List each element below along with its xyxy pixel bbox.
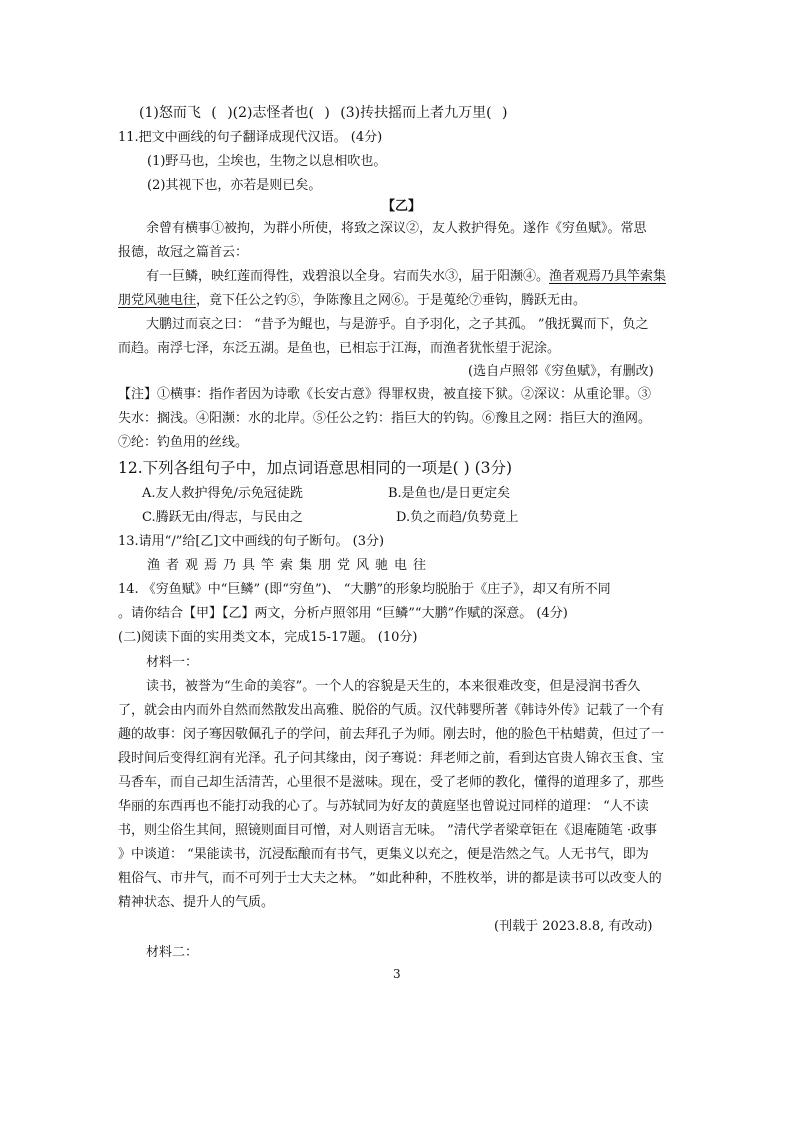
question-11-sentence-2: (2)其视下也，亦若是则已矣。: [147, 178, 322, 193]
material-1-line1: 读书，被誉为“生命的美容”。一个人的容貌是天生的，本来很难改变，但是浸润书香久: [146, 679, 641, 694]
notes-line3: ⑦纶：钓鱼用的丝线。: [118, 435, 249, 450]
question-11-prompt: 11.把文中画线的句子翻译成现代汉语。 (4分): [118, 130, 383, 145]
material-1-label: 材料一：: [146, 655, 199, 670]
section-2-heading: (二)阅读下面的实用类文本，完成15-17题。 (10分): [118, 630, 418, 645]
question-11-sentence-1: (1)野马也，尘埃也，生物之以息相吹也。: [147, 154, 387, 169]
material-1-line8: 》中谈道： “果能读书，沉浸酝酿而有书气，更集义以充之，便是浩然之气。人无书气，即为: [118, 847, 649, 862]
passage-yi-p1-line2: 报德，故冠之篇首云：: [118, 245, 249, 260]
passage-yi-heading: 【乙】: [382, 199, 422, 214]
material-1-source: (刊载于 2023.8.8, 有改动): [494, 919, 653, 934]
question-12-option-a: A.友人救护得免/示免冠徒跣: [142, 486, 303, 501]
notes-line2: 失水：搁浅。④阳濒：水的北岸。⑤任公之钓：指巨大的钓钩。⑥豫且之网：指巨大的渔网。: [118, 411, 652, 426]
passage-yi-p2-line1: [146, 268, 666, 286]
question-12-prompt: 12.下列各组句子中，加点词语意思相同的一项是( ) (3分): [118, 459, 513, 477]
question-14-line2: 。请你结合【甲】【乙】两文，分析卢照邻用 “巨鳞”“大鹏”作赋的深意。 (4分): [118, 606, 568, 621]
material-1-line2: 了，就会由内而外自然而然散发出高雅、脱俗的气质。汉代韩婴所著《韩诗外传》记载了一个有: [118, 703, 665, 718]
passage-yi-p2-text-cont: ，竟下任公之钓⑤，争陈豫且之网⑥。于是蒐纶⑦垂钩，腾跃无由。: [196, 293, 587, 308]
material-1-line6: 华丽的东西再也不能打动我的心了。与苏轼同为好友的黄庭坚也曾说过同样的道理： “人不读: [118, 799, 649, 814]
question-14-line1: 14. 《穷鱼赋》中“巨鳞” (即“穷鱼”)、 “大鹏”的形象均脱胎于《庄子》，却又有所不同: [118, 582, 611, 597]
material-1-line10: 精神状态、提升人的气质。: [118, 895, 275, 910]
material-1-line7: 书，则尘俗生其间，照镜则面目可憎，对人则语言无味。 ”清代学者梁章钜在《退庵随笔 ·政事: [118, 823, 658, 838]
page-number: 3: [393, 967, 401, 981]
material-2-label: 材料二：: [146, 945, 199, 960]
material-1-line9: 粗俗气、市井气，而不可列于士大夫之林。 ”如此种种，不胜枚举，讲的都是读书可以改变人的: [118, 871, 662, 886]
notes-line1: 【注】①横事：指作者因为诗歌《长安古意》得罪权贵，被直接下狱。②深议：从重论罪。③: [118, 387, 652, 402]
question-10-items: (1)怒而飞 ( )(2)志怪者也( ) (3)抟扶摇而上者九万里( ): [139, 105, 508, 121]
material-1-line4: 段时间后变得红润有光泽。孔子问其缘由，闵子骞说：拜老师之前，看到达官贵人锦衣玉食、宝: [118, 751, 665, 766]
question-12-option-b: B.是鱼也/是日更定矣: [388, 486, 511, 501]
question-13-sentence: 渔者观焉乃具竿索集朋党风驰电往: [147, 558, 433, 573]
question-12-option-c: C.腾跃无由/得志，与民由之: [142, 510, 303, 525]
passage-yi-source: (选自卢照邻《穷鱼赋》，有删改): [468, 364, 654, 379]
passage-yi-p2-line2: [118, 292, 586, 310]
question-13-prompt: 13.请用“/”给[乙]文中画线的句子断句。 (3分): [118, 534, 385, 549]
material-1-line5: 马香车，而自己却生活清苦，心里很不是滋味。现在，受了老师的教化，懂得的道理多了，那些: [118, 775, 665, 790]
underlined-sentence-part1: 渔者观焉乃具竿索集: [549, 269, 667, 284]
passage-yi-p3-line1: 大鹏过而哀之曰： “昔予为鲲也，与是游乎。自予羽化，之子其孤。 ”俄抚翼而下，负之: [146, 317, 649, 332]
material-1-line3: 趣的故事：闵子骞因敬佩孔子的学问，前去拜孔子为师。刚去时，他的脸色干枯蜡黄，但过了一: [118, 727, 665, 742]
passage-yi-p2-text: 有一巨鳞，映红莲而得性，戏碧浪以全身。宕而失水③，届于阳濒④。: [146, 269, 550, 284]
passage-yi-p1-line1: 余曾有横事①被拘，为群小所使，将致之深议②，友人救护得免。遂作《穷鱼赋》。常思: [146, 221, 647, 236]
passage-yi-p3-line2: 而趋。南浮七泽，东泛五湖。是鱼也，已相忘于江海，而渔者犹怅望于泥涂。: [118, 341, 561, 356]
question-12-option-d: D.负之而趋/负势竟上: [396, 510, 519, 525]
underlined-sentence-part2: 朋党风驰电往: [118, 293, 197, 308]
